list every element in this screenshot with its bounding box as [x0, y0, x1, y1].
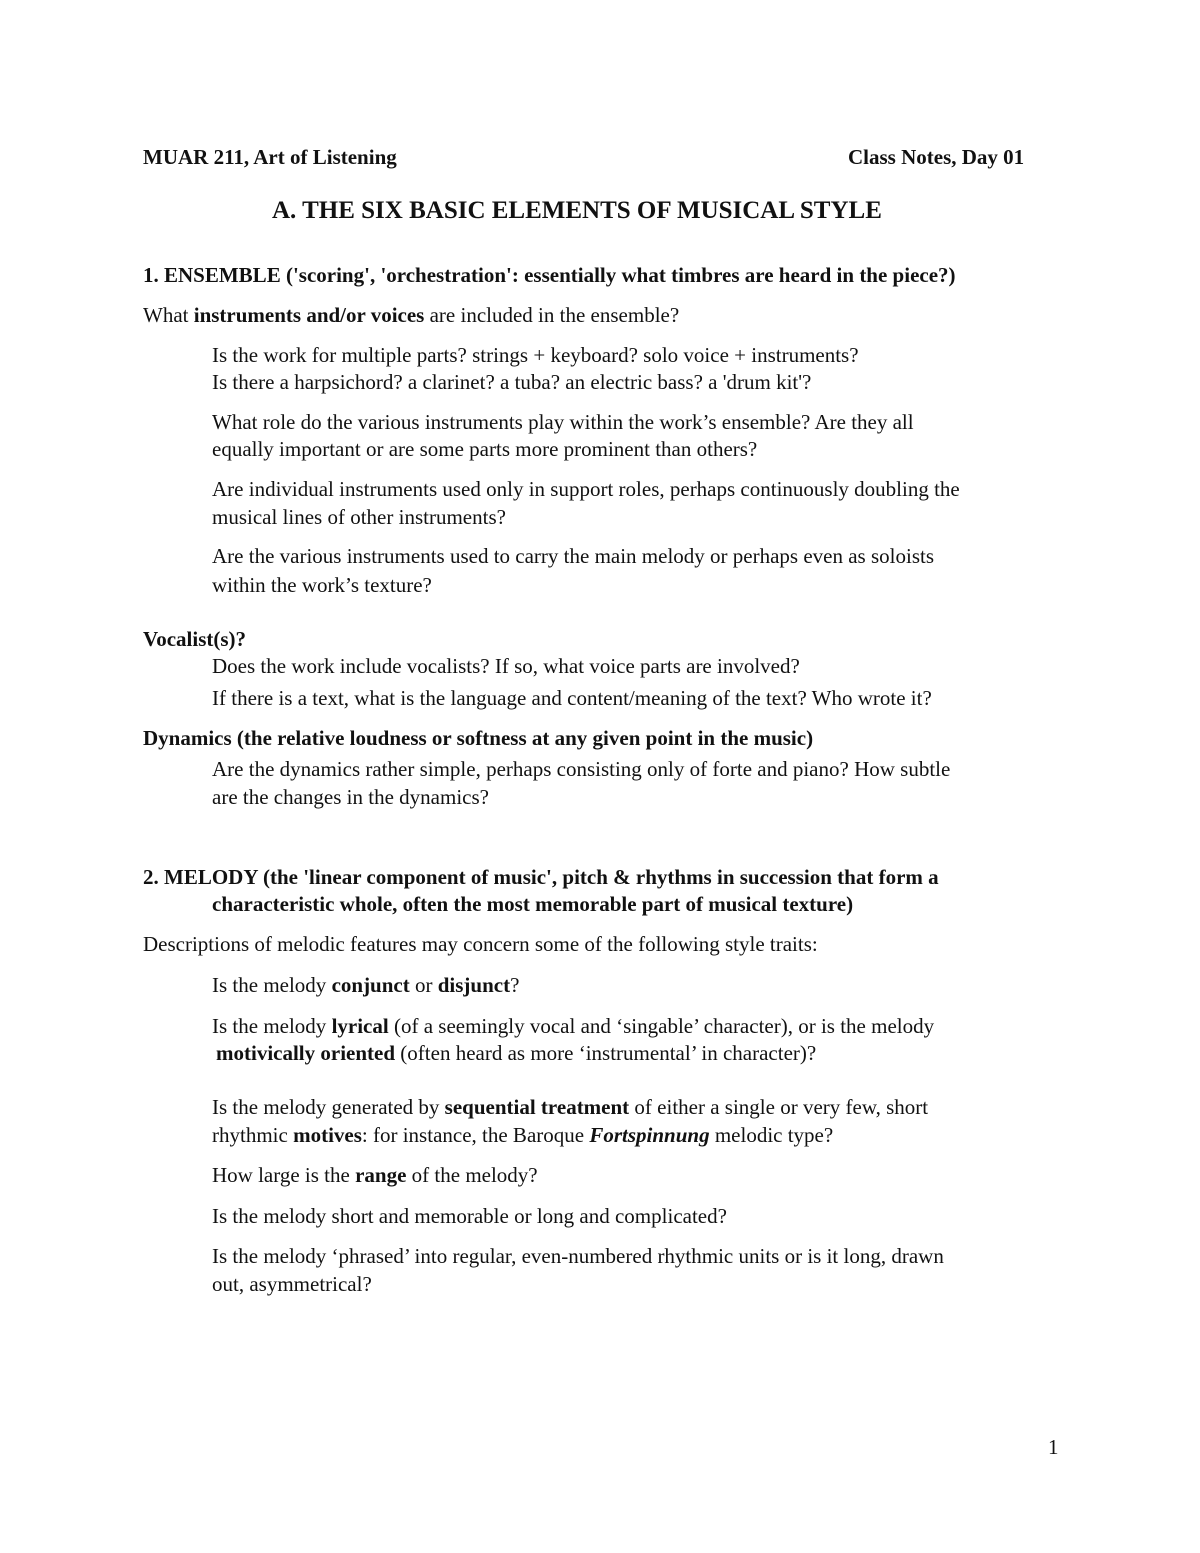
ensemble-heading: 1. ENSEMBLE ('scoring', 'orchestration': essentially what timbres are heard in the piece?): [143, 263, 956, 287]
header-class-notes: Class Notes, Day 01: [848, 145, 1025, 169]
ensemble-line-2: Is there a harpsichord? a clarinet? a tuba? an electric bass? a 'drum kit'?: [212, 370, 812, 394]
dynamics-line-1: Are the dynamics rather simple, perhaps consisting only of forte and piano? How subtle: [212, 757, 951, 781]
melody-heading-2: characteristic whole, often the most memorable part of musical texture): [212, 892, 854, 916]
ensemble-line-7: Are the various instruments used to carry the main melody or perhaps even as soloists: [212, 544, 934, 568]
ensemble-line-1: Is the work for multiple parts? strings + keyboard? solo voice + instruments?: [212, 343, 859, 367]
melody-intro: Descriptions of melodic features may concern some of the following style traits:: [143, 932, 818, 956]
vocalists-heading: Vocalist(s)?: [143, 627, 247, 651]
dynamics-line-2: are the changes in the dynamics?: [212, 785, 489, 809]
melody-question-fortspinnung: rhythmic motives: for instance, the Baroque Fortspinnung melodic type?: [212, 1123, 834, 1147]
melody-question-range: How large is the range of the melody?: [212, 1163, 538, 1187]
dynamics-heading: Dynamics (the relative loudness or softness at any given point in the music): [143, 726, 814, 750]
melody-question-conjunct: Is the melody conjunct or disjunct?: [212, 973, 520, 997]
ensemble-line-6: musical lines of other instruments?: [212, 505, 506, 529]
melody-question-phrased-1: Is the melody ‘phrased’ into regular, even-numbered rhythmic units or is it long, drawn: [212, 1244, 944, 1268]
ensemble-intro: What instruments and/or voices are included in the ensemble?: [143, 303, 680, 327]
melody-question-lyrical: Is the melody lyrical (of a seemingly vocal and ‘singable’ character), or is the melody: [212, 1014, 935, 1038]
ensemble-line-5: Are individual instruments used only in support roles, perhaps continuously doubling the: [212, 477, 960, 501]
ensemble-line-8: within the work’s texture?: [212, 573, 432, 597]
page-title: A. THE SIX BASIC ELEMENTS OF MUSICAL STYLE: [272, 197, 882, 224]
vocalists-line-1: Does the work include vocalists? If so, what voice parts are involved?: [212, 654, 800, 678]
melody-question-motivic: motivically oriented (often heard as more ‘instrumental’ in character)?: [216, 1041, 817, 1065]
ensemble-line-4: equally important or are some parts more prominent than others?: [212, 437, 758, 461]
melody-question-length: Is the melody short and memorable or long and complicated?: [212, 1204, 727, 1228]
melody-question-phrased-2: out, asymmetrical?: [212, 1272, 372, 1296]
ensemble-line-3: What role do the various instruments play within the work’s ensemble? Are they all: [212, 410, 914, 434]
melody-question-sequential: Is the melody generated by sequential treatment of either a single or very few, short: [212, 1095, 929, 1119]
melody-heading-1: 2. MELODY (the 'linear component of music', pitch & rhythms in succession that form a: [143, 865, 939, 889]
header-course: MUAR 211, Art of Listening: [143, 145, 397, 169]
vocalists-line-2: If there is a text, what is the language and content/meaning of the text? Who wrote it?: [212, 686, 932, 710]
page-number: 1: [1048, 1435, 1059, 1459]
